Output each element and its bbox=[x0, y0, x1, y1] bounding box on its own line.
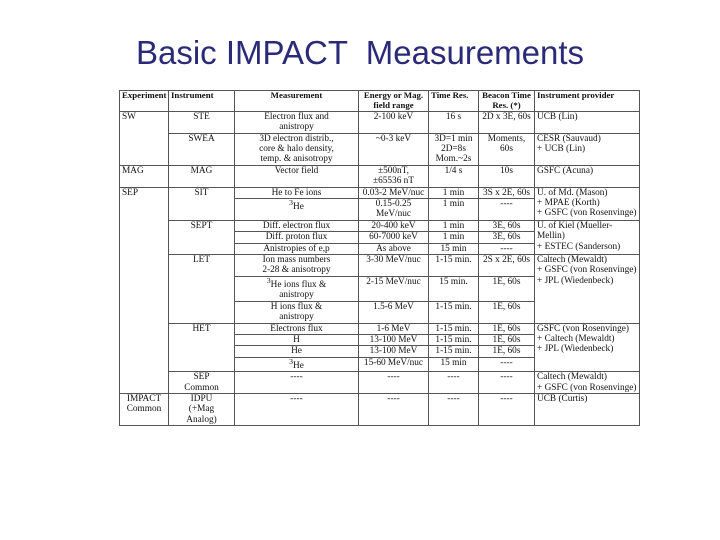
impact-measurements-table bbox=[119, 90, 640, 426]
beacon-cell: 3E, 60s bbox=[479, 232, 535, 243]
beacon-cell: ---- bbox=[479, 198, 535, 220]
time-res-cell: 15 min bbox=[429, 243, 479, 254]
time-res-cell: 15 min bbox=[429, 357, 479, 372]
beacon-cell: 2S x 2E, 60s bbox=[479, 254, 535, 276]
measurement-cell: Diff. electron flux bbox=[235, 220, 359, 231]
time-res-cell: 3D=1 min 2D=8s Mom.~2s bbox=[429, 133, 479, 165]
time-res-cell: 1 min bbox=[429, 198, 479, 220]
header-instrument-provider: Instrument provider bbox=[535, 91, 640, 112]
beacon-cell: 1E, 60s bbox=[479, 346, 535, 357]
beacon-cell: ---- bbox=[479, 357, 535, 372]
time-res-cell: 16 s bbox=[429, 111, 479, 133]
energy-cell: 0.15-0.25 MeV/nuc bbox=[359, 198, 429, 220]
provider-cell: Caltech (Mewaldt) + GSFC (von Rosenvinge) + JPL (Wiedenbeck) bbox=[535, 254, 640, 323]
beacon-cell: ---- bbox=[479, 394, 535, 426]
time-res-cell: 1-15 min. bbox=[429, 323, 479, 334]
measurement-cell: Electrons flux bbox=[235, 323, 359, 334]
provider-cell: GSFC (Acuna) bbox=[535, 165, 640, 187]
measurement-cell: He bbox=[235, 346, 359, 357]
table-row bbox=[120, 254, 640, 276]
time-res-cell: ---- bbox=[429, 394, 479, 426]
time-res-cell: ---- bbox=[429, 372, 479, 394]
measurement-cell: H ions flux & anistropy bbox=[235, 301, 359, 323]
table-row bbox=[120, 220, 640, 231]
table-row bbox=[120, 394, 640, 426]
measurement-cell: He to Fe ions bbox=[235, 187, 359, 198]
slide-title: Basic IMPACT Measurements bbox=[135, 34, 585, 71]
beacon-cell: 10s bbox=[479, 165, 535, 187]
time-res-cell: 1 min bbox=[429, 232, 479, 243]
beacon-cell: ---- bbox=[479, 372, 535, 394]
measurement-cell: ---- bbox=[235, 372, 359, 394]
time-res-cell: 1 min bbox=[429, 187, 479, 198]
beacon-cell: 1E, 60s bbox=[479, 301, 535, 323]
beacon-cell: Moments, 60s bbox=[479, 133, 535, 165]
time-res-cell: 15 min. bbox=[429, 276, 479, 301]
instrument-cell: SEP Common bbox=[169, 372, 235, 394]
table-row bbox=[120, 372, 640, 394]
table-row bbox=[120, 323, 640, 334]
beacon-cell: 3S x 2E, 60s bbox=[479, 187, 535, 198]
beacon-cell: 2D x 3E, 60s bbox=[479, 111, 535, 133]
measurement-cell: Diff. proton flux bbox=[235, 232, 359, 243]
time-res-cell: 1-15 min. bbox=[429, 301, 479, 323]
time-res-cell: 1-15 min. bbox=[429, 254, 479, 276]
table-row bbox=[120, 111, 640, 133]
table-header-row bbox=[120, 91, 640, 112]
measurement-cell: $^3$He ions flux & anistropy bbox=[235, 276, 359, 301]
provider-cell: Caltech (Mewaldt) + GSFC (von Rosenvinge) bbox=[535, 372, 640, 394]
measurement-cell: Vector field bbox=[235, 165, 359, 187]
energy-cell: ---- bbox=[359, 372, 429, 394]
energy-cell: 3-30 MeV/nuc bbox=[359, 254, 429, 276]
energy-cell: 0.03-2 MeV/nuc bbox=[359, 187, 429, 198]
energy-cell: As above bbox=[359, 243, 429, 254]
measurement-cell: Anistropies of e,p bbox=[235, 243, 359, 254]
time-res-cell: 1-15 min. bbox=[429, 346, 479, 357]
instrument-cell: SIT bbox=[169, 187, 235, 220]
instrument-cell: STE bbox=[169, 111, 235, 133]
provider-cell: GSFC (von Rosenvinge) + Caltech (Mewaldt) + JPL (Wiedenbeck) bbox=[535, 323, 640, 372]
provider-cell: CESR (Sauvaud) + UCB (Lin) bbox=[535, 133, 640, 165]
energy-cell: 13-100 MeV bbox=[359, 334, 429, 345]
energy-cell: ---- bbox=[359, 394, 429, 426]
header-time-res: Time Res. bbox=[429, 91, 479, 112]
time-res-cell: 1 min bbox=[429, 220, 479, 231]
header-beacon-time-res: Beacon Time Res. (*) bbox=[479, 91, 535, 112]
instrument-cell: HET bbox=[169, 323, 235, 372]
energy-cell: ±500nT, ±65536 nT bbox=[359, 165, 429, 187]
header-experiment: Experiment bbox=[120, 91, 169, 112]
energy-cell: 1.5-6 MeV bbox=[359, 301, 429, 323]
header-energy-range: Energy or Mag. field range bbox=[359, 91, 429, 112]
experiment-cell: IMPACT Common bbox=[120, 394, 169, 426]
beacon-cell: 1E, 60s bbox=[479, 323, 535, 334]
measurement-cell: ---- bbox=[235, 394, 359, 426]
provider-cell: U. of Md. (Mason) + MPAE (Korth) + GSFC (von Rosenvinge) bbox=[535, 187, 640, 220]
beacon-cell: ---- bbox=[479, 243, 535, 254]
measurement-cell: Electron flux and anistropy bbox=[235, 111, 359, 133]
measurement-cell: 3D electron distrib., core & halo density, temp. & anisotropy bbox=[235, 133, 359, 165]
provider-cell: UCB (Lin) bbox=[535, 111, 640, 133]
instrument-cell: IDPU (+Mag Analog) bbox=[169, 394, 235, 426]
energy-cell: ~0-3 keV bbox=[359, 133, 429, 165]
energy-cell: 2-15 MeV/nuc bbox=[359, 276, 429, 301]
instrument-cell: MAG bbox=[169, 165, 235, 187]
header-instrument: Instrument bbox=[169, 91, 235, 112]
beacon-cell: 1E, 60s bbox=[479, 334, 535, 345]
measurement-cell: $^3$He bbox=[235, 357, 359, 372]
energy-cell: 15-60 MeV/nuc bbox=[359, 357, 429, 372]
measurement-cell: $^3$He bbox=[235, 198, 359, 220]
beacon-cell: 3E, 60s bbox=[479, 220, 535, 231]
time-res-cell: 1/4 s bbox=[429, 165, 479, 187]
header-measurement: Measurement bbox=[235, 91, 359, 112]
experiment-cell: SW bbox=[120, 111, 169, 165]
beacon-cell: 1E, 60s bbox=[479, 276, 535, 301]
table-row bbox=[120, 165, 640, 187]
measurement-cell: Ion mass numbers 2-28 & anisotropy bbox=[235, 254, 359, 276]
provider-cell: U. of Kiel (Mueller- Mellin) + ESTEC (Sanderson) bbox=[535, 220, 640, 254]
instrument-cell: SWEA bbox=[169, 133, 235, 165]
experiment-cell: MAG bbox=[120, 165, 169, 187]
table-row bbox=[120, 187, 640, 198]
energy-cell: 20-400 keV bbox=[359, 220, 429, 231]
energy-cell: 1-6 MeV bbox=[359, 323, 429, 334]
instrument-cell: SEPT bbox=[169, 220, 235, 254]
table-row bbox=[120, 133, 640, 165]
energy-cell: 13-100 MeV bbox=[359, 346, 429, 357]
time-res-cell: 1-15 min. bbox=[429, 334, 479, 345]
energy-cell: 60-7000 keV bbox=[359, 232, 429, 243]
energy-cell: 2-100 keV bbox=[359, 111, 429, 133]
measurement-cell: H bbox=[235, 334, 359, 345]
experiment-cell: SEP bbox=[120, 187, 169, 394]
instrument-cell: LET bbox=[169, 254, 235, 323]
provider-cell: UCB (Curtis) bbox=[535, 394, 640, 426]
